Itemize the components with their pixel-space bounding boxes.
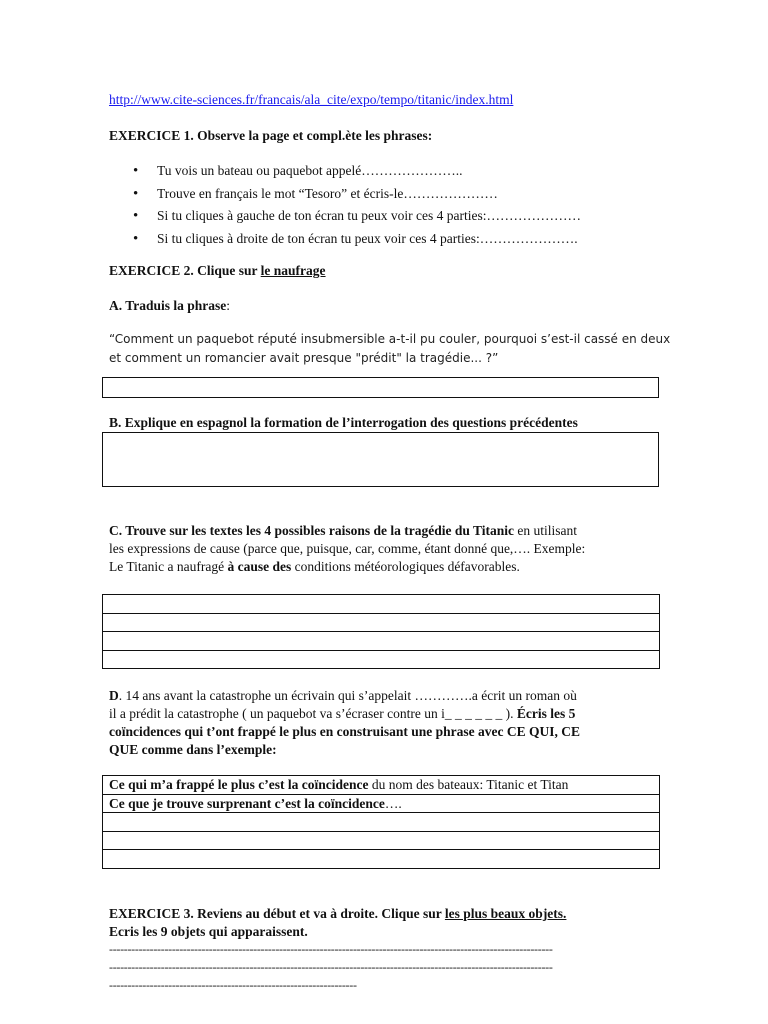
answer-box-b[interactable] xyxy=(102,432,659,487)
section-c-example-end: conditions météorologiques défavorables. xyxy=(291,559,520,574)
section-c-text: en utilisant xyxy=(514,523,578,538)
exercise-3-line-2: Ecris les 9 objets qui apparaissent. xyxy=(109,924,308,939)
section-c-example: Le Titanic a naufragé xyxy=(109,559,228,574)
example-row-1-text: du nom des bateaux: Titanic et Titan xyxy=(368,777,569,792)
example-row-1-bold: Ce qui m’a frappé le plus c’est la coïncidence xyxy=(109,777,369,792)
answer-line[interactable]: ------------------------------------------------------------------- xyxy=(109,978,357,992)
list-item: • Si tu cliques à gauche de ton écran tu peux voir ces 4 parties:………………… xyxy=(157,205,581,228)
section-a-title xyxy=(109,298,230,314)
section-d xyxy=(109,687,669,759)
example-row-2-bold: Ce que je trouve surprenant c’est la coïncidence xyxy=(109,795,385,811)
answer-grid-d xyxy=(102,775,660,869)
table-row xyxy=(102,776,660,795)
list-item: • Trouve en français le mot “Tesoro” et écris-le………………… xyxy=(157,183,581,206)
section-d-line-1 xyxy=(109,687,669,705)
answer-line[interactable]: ------------------------------------------------------------------------------------------------------------------------ xyxy=(109,960,553,974)
quote-text xyxy=(109,330,670,368)
section-c-line-3 xyxy=(109,558,669,576)
table-row[interactable] xyxy=(102,614,660,633)
quote-line-2: et comment un romancier avait presque "prédit" la tragédie... ?” xyxy=(109,351,499,365)
section-d-line-3: coïncidences qui t’ont frappé le plus en construisant une phrase avec CE QUI, CE xyxy=(109,724,581,739)
section-d-letter: D xyxy=(109,688,119,703)
table-row[interactable] xyxy=(102,632,660,651)
naufrage-link[interactable]: le naufrage xyxy=(260,263,326,278)
section-d-line-4: QUE comme dans l’exemple: xyxy=(109,742,277,757)
beaux-objets-link[interactable]: les plus beaux objets. xyxy=(444,906,567,921)
exercise-1-list xyxy=(157,160,581,250)
exercise-1-title: EXERCICE 1. Observe la page et compl.ète les phrases: xyxy=(109,128,433,143)
section-d-text: . 14 ans avant la catastrophe un écrivain qui s’appelait ………….a écrit un roman où xyxy=(118,688,577,703)
example-row-2-text: …. xyxy=(384,795,402,811)
table-row[interactable] xyxy=(102,595,660,614)
exercise-3-line-1 xyxy=(109,905,566,923)
answer-line[interactable]: ------------------------------------------------------------------------------------------------------------------------ xyxy=(109,942,553,956)
exercise-2-title xyxy=(109,263,326,279)
answer-grid-c xyxy=(102,594,660,669)
titanic-link[interactable]: http://www.cite-sciences.fr/francais/ala_cite/expo/tempo/titanic/index.html xyxy=(109,92,514,107)
section-c-line-1 xyxy=(109,522,669,540)
list-item: • Tu vois un bateau ou paquebot appelé………………….. xyxy=(157,160,581,183)
exercise-3-title xyxy=(109,905,566,941)
answer-box-a[interactable] xyxy=(102,377,659,398)
section-a-heading: A. Traduis la phrase xyxy=(109,298,227,313)
table-row[interactable] xyxy=(102,651,660,670)
table-row[interactable] xyxy=(102,850,660,869)
quote-line-1: “Comment un paquebot réputé insubmersible a-t-il pu couler, pourquoi s’est-il cassé en deux xyxy=(109,332,671,346)
list-item: • Si tu cliques à droite de ton écran tu peux voir ces 4 parties:…………………. xyxy=(157,228,581,251)
section-c-line-2: les expressions de cause (parce que, puisque, car, comme, étant donné que,…. Exemple: xyxy=(109,541,586,556)
table-row[interactable] xyxy=(102,813,660,832)
table-row xyxy=(102,795,660,814)
section-d-line-2 xyxy=(109,705,669,723)
section-a-colon: : xyxy=(226,298,231,313)
exercise-2-title-text: EXERCICE 2. Clique sur xyxy=(109,263,261,278)
exercise-3-text: EXERCICE 3. Reviens au début et va à droite. Clique sur xyxy=(109,906,445,921)
section-b-title: B. Explique en espagnol la formation de l’interrogation des questions précédentes xyxy=(109,415,578,430)
table-row[interactable] xyxy=(102,832,660,851)
section-c xyxy=(109,522,669,576)
section-c-example-bold: à cause des xyxy=(227,559,292,574)
section-c-bold: C. Trouve sur les textes les 4 possibles raisons de la tragédie du Titanic xyxy=(109,523,515,538)
section-d-bold: Écris les 5 xyxy=(516,706,576,721)
section-d-text-2: il a prédit la catastrophe ( un paquebot va s’écraser contre un i_ _ _ _ _ _ ). xyxy=(109,706,517,721)
